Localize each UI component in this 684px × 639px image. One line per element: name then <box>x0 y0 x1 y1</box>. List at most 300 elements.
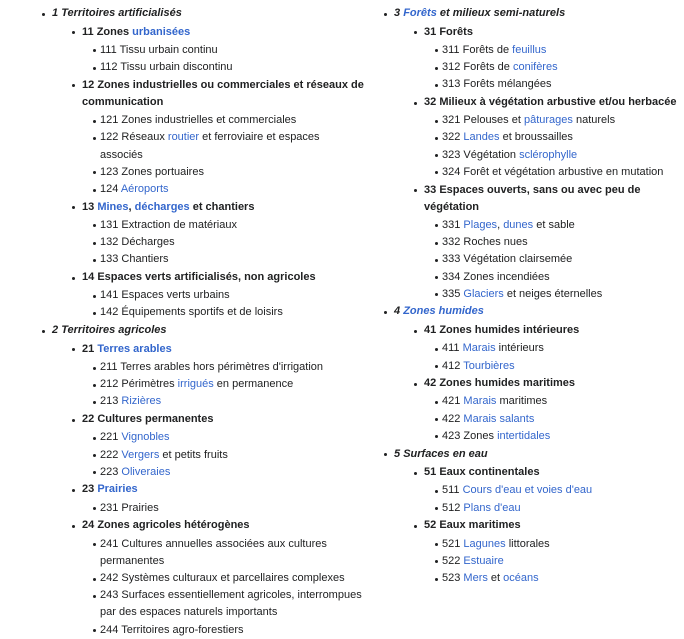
category-code: 223 <box>100 465 119 478</box>
category-level2-51 <box>410 464 682 517</box>
category-code: 3 <box>394 7 401 19</box>
level3-label <box>100 219 237 231</box>
label-text: et milieux semi-naturels <box>436 7 566 19</box>
level3-label <box>100 44 218 56</box>
label-text: maritimes <box>496 395 548 408</box>
wiki-link[interactable]: Mers <box>463 572 488 584</box>
category-level3-112 <box>94 59 365 76</box>
category-level2-11 <box>68 24 365 77</box>
wiki-link[interactable]: Forêts <box>403 7 437 19</box>
level2-list <box>52 24 365 322</box>
level3-label <box>442 61 558 73</box>
category-code: 423 <box>442 429 461 442</box>
wiki-link[interactable]: Tourbières <box>463 359 515 372</box>
category-level3-133 <box>94 251 365 268</box>
level3-label <box>442 413 534 425</box>
level3-label <box>100 306 283 318</box>
category-code: 422 <box>442 412 461 425</box>
wiki-link[interactable]: conifères <box>512 61 558 74</box>
category-level2-42 <box>410 375 682 445</box>
label-text: Terres arables hors périmètres d'irrigation <box>120 361 324 374</box>
category-code: 421 <box>442 395 461 408</box>
wiki-link[interactable]: Glaciers <box>463 287 504 300</box>
wiki-link[interactable]: sclérophylle <box>519 148 578 161</box>
wiki-link[interactable]: décharges <box>134 200 190 213</box>
level2-label <box>424 184 640 213</box>
category-code: 523 <box>442 572 461 584</box>
category-code: 41 <box>424 324 437 337</box>
label-text: Espaces verts artificialisés, non agricoles <box>97 271 316 284</box>
wiki-link[interactable]: intertidales <box>497 429 551 442</box>
category-level3-322 <box>436 129 682 146</box>
label-text: Tissu urbain continu <box>119 43 218 56</box>
level3-label <box>442 78 551 90</box>
category-level3-223 <box>94 464 365 481</box>
level3-list <box>424 482 682 516</box>
label-text: Surfaces essentiellement agricoles, interrompues par des espaces naturels importants <box>100 589 362 619</box>
label-text: et chantiers <box>189 200 255 213</box>
wiki-link[interactable]: Plans d'eau <box>463 501 521 514</box>
category-code: 141 <box>100 289 119 302</box>
wiki-link[interactable]: océans <box>503 572 539 584</box>
level1-list <box>382 5 682 587</box>
category-level3-212 <box>94 376 365 393</box>
level3-list <box>424 112 682 181</box>
label-text: Zones incendiées <box>463 270 550 283</box>
category-level3-311 <box>436 42 682 59</box>
category-code: 33 <box>424 183 437 196</box>
label-text: Zones agricoles hétérogènes <box>97 519 250 532</box>
level3-list <box>424 340 682 374</box>
category-level3-221 <box>94 429 365 446</box>
level3-list <box>424 536 682 588</box>
category-code: 2 <box>52 324 59 337</box>
category-level3-334 <box>436 269 682 286</box>
level2-list <box>394 24 682 303</box>
wiki-link[interactable]: dunes <box>503 218 534 231</box>
level3-label <box>442 395 547 407</box>
level3-label <box>442 360 515 372</box>
category-code: 243 <box>100 589 119 602</box>
level3-label <box>442 342 544 354</box>
level3-label <box>100 378 293 390</box>
category-level3-122 <box>94 129 365 163</box>
label-text: Forêts <box>439 25 473 38</box>
level3-label <box>100 236 175 248</box>
category-code: 22 <box>82 413 95 426</box>
level3-label <box>442 288 602 300</box>
category-level3-313 <box>436 76 682 93</box>
category-code: 335 <box>442 287 461 300</box>
level3-list <box>82 359 365 411</box>
wiki-link[interactable]: routier <box>167 131 200 144</box>
level3-list <box>82 112 365 198</box>
category-level3-141 <box>94 287 365 304</box>
category-code: 24 <box>82 519 95 532</box>
category-level3-244 <box>94 622 365 639</box>
category-code: 23 <box>82 483 95 496</box>
label-text: Pelouses et <box>463 114 524 127</box>
category-level2-41 <box>410 322 682 375</box>
level3-list <box>82 217 365 269</box>
category-code: 121 <box>100 114 119 127</box>
label-text: , <box>128 200 135 213</box>
level3-label <box>442 131 573 143</box>
category-level2-13 <box>68 199 365 269</box>
label-text: Surfaces en eau <box>403 447 488 460</box>
wiki-link[interactable]: Terres arables <box>97 342 172 355</box>
label-text: et sable <box>533 218 575 231</box>
level3-label <box>100 538 327 567</box>
wiki-link[interactable]: pâturages <box>523 114 573 127</box>
label-text: littorales <box>505 537 550 550</box>
label-text: Végétation clairsemée <box>463 253 573 266</box>
category-level2-32 <box>410 94 682 181</box>
level3-label <box>100 114 296 126</box>
level2-label <box>424 377 575 389</box>
level1-label <box>394 305 484 317</box>
category-code: 213 <box>100 395 119 408</box>
category-code: 42 <box>424 377 437 390</box>
label-text: Zones industrielles et commerciales <box>121 114 297 127</box>
level2-label <box>424 466 540 478</box>
level3-label <box>442 502 521 514</box>
label-text: Végétation <box>463 148 520 161</box>
category-code: 111 <box>100 43 117 56</box>
category-code: 412 <box>442 359 461 372</box>
level3-label <box>442 271 550 283</box>
category-level1-2 <box>40 322 365 639</box>
category-level3-331 <box>436 217 682 234</box>
level2-list <box>52 341 365 639</box>
wiki-link[interactable]: Aéroports <box>120 183 169 196</box>
label-text: Réseaux <box>121 131 168 144</box>
category-code: 11 <box>82 25 94 38</box>
category-level2-52 <box>410 517 682 587</box>
category-code: 244 <box>100 623 119 636</box>
level2-label <box>82 413 213 425</box>
left-column <box>40 5 365 639</box>
wiki-link[interactable]: feuillus <box>512 43 547 56</box>
category-level2-21 <box>68 341 365 411</box>
category-code: 521 <box>442 537 461 550</box>
label-text: intérieurs <box>495 342 544 355</box>
category-level1-1 <box>40 5 365 322</box>
category-level3-321 <box>436 112 682 129</box>
level1-list <box>40 5 365 639</box>
category-code: 324 <box>442 165 461 178</box>
level3-label <box>100 431 170 443</box>
wiki-link[interactable]: Estuaire <box>463 554 504 567</box>
level2-label <box>82 343 172 355</box>
level3-label <box>442 44 546 56</box>
label-text: Cultures annuelles associées aux cultures permanentes <box>100 537 327 567</box>
wiki-link[interactable]: Marais salants <box>463 412 535 425</box>
label-text: Milieux à végétation arbustive et/ou herbacée <box>439 96 677 109</box>
level3-label <box>100 253 169 265</box>
category-level3-123 <box>94 164 365 181</box>
level2-label <box>424 96 677 108</box>
label-text: Territoires agricoles <box>61 324 167 337</box>
level3-label <box>442 538 550 550</box>
category-level3-243 <box>94 587 365 621</box>
category-level3-231 <box>94 500 365 517</box>
category-code: 241 <box>100 537 119 550</box>
category-level3-521 <box>436 536 682 553</box>
wiki-link[interactable]: Rizières <box>121 395 162 408</box>
category-code: 1 <box>52 7 59 19</box>
level3-list <box>424 393 682 445</box>
label-text: Territoires agro-forestiers <box>121 623 244 636</box>
level3-list <box>424 42 682 94</box>
level3-list <box>82 429 365 481</box>
level3-label <box>442 572 539 584</box>
category-code: 221 <box>100 431 119 444</box>
category-code: 14 <box>82 271 95 284</box>
category-code: 322 <box>442 131 461 144</box>
level3-label <box>100 183 169 195</box>
wiki-link[interactable]: Vergers <box>121 448 160 461</box>
label-text: et petits fruits <box>159 448 228 461</box>
category-level2-14 <box>68 269 365 322</box>
wiki-link[interactable]: Prairies <box>97 483 138 496</box>
level2-label <box>424 519 521 531</box>
label-text: et <box>487 572 504 584</box>
category-code: 51 <box>424 466 437 479</box>
wiki-link[interactable]: Mines <box>97 200 129 213</box>
category-level2-12 <box>68 77 365 198</box>
category-code: 5 <box>394 447 401 460</box>
category-code: 222 <box>100 448 119 461</box>
level1-label <box>52 324 167 336</box>
label-text: Eaux continentales <box>439 466 540 479</box>
category-level3-511 <box>436 482 682 499</box>
level3-list <box>82 536 365 639</box>
label-text: Décharges <box>121 236 175 249</box>
level2-list <box>394 464 682 587</box>
category-level3-142 <box>94 304 365 321</box>
category-level2-31 <box>410 24 682 94</box>
level1-label <box>394 7 565 19</box>
label-text: Zones humides intérieures <box>439 324 580 337</box>
level3-label <box>442 114 615 126</box>
label-text: Systèmes culturaux et parcellaires complexes <box>121 572 345 584</box>
category-level2-33 <box>410 182 682 303</box>
level3-list <box>82 287 365 321</box>
category-code: 211 <box>100 361 118 374</box>
category-code: 231 <box>100 501 119 514</box>
category-code: 131 <box>100 218 119 231</box>
category-level3-131 <box>94 217 365 234</box>
category-level3-423 <box>436 428 682 445</box>
category-level2-23 <box>68 481 365 516</box>
category-code: 4 <box>394 305 401 318</box>
category-code: 31 <box>424 25 437 38</box>
wiki-link[interactable]: Lagunes <box>463 537 506 550</box>
category-level3-332 <box>436 234 682 251</box>
label-text: Équipements sportifs et de loisirs <box>121 306 283 319</box>
wiki-link[interactable]: Marais <box>462 342 496 355</box>
category-level3-132 <box>94 234 365 251</box>
label-text: Périmètres <box>121 378 178 391</box>
category-level1-4 <box>382 303 682 445</box>
label-text: Prairies <box>121 501 159 514</box>
label-text: Tissu urbain discontinu <box>120 61 233 74</box>
category-code: 411 <box>442 342 460 355</box>
label-text: Chantiers <box>121 253 169 266</box>
category-level3-323 <box>436 147 682 164</box>
label-text: Forêt et végétation arbustive en mutation <box>463 165 664 178</box>
category-code: 311 <box>442 43 460 56</box>
level3-label <box>442 149 577 161</box>
category-level3-211 <box>94 359 365 376</box>
label-text: Territoires artificialisés <box>61 7 182 19</box>
label-text: , <box>497 218 504 231</box>
category-code: 242 <box>100 572 119 584</box>
level1-label <box>394 448 488 460</box>
category-code: 323 <box>442 148 461 161</box>
category-level1-5 <box>382 446 682 588</box>
level2-label <box>82 483 138 495</box>
level3-list <box>82 500 365 517</box>
level3-label <box>100 361 323 373</box>
level2-list <box>394 322 682 445</box>
category-level3-522 <box>436 553 682 570</box>
category-level2-22 <box>68 411 365 481</box>
level3-label <box>442 166 663 178</box>
category-level3-222 <box>94 447 365 464</box>
category-level3-421 <box>436 393 682 410</box>
level3-label <box>100 166 204 178</box>
category-code: 212 <box>100 378 119 391</box>
category-code: 52 <box>424 519 437 532</box>
label-text: Zones portuaires <box>121 165 204 178</box>
label-text: Roches nues <box>463 236 528 249</box>
label-text: et ferroviaire et espaces associés <box>100 131 320 161</box>
level2-label <box>82 79 364 108</box>
category-level3-512 <box>436 500 682 517</box>
label-text: Extraction de matériaux <box>121 218 237 231</box>
label-text: Espaces ouverts, sans ou avec peu de végétation <box>424 183 641 213</box>
level3-label <box>100 589 362 618</box>
category-code: 511 <box>442 484 460 497</box>
level3-label <box>100 449 228 461</box>
category-code: 321 <box>442 114 461 127</box>
wiki-link[interactable]: urbanisées <box>132 25 191 38</box>
category-code: 13 <box>82 200 95 213</box>
category-level3-111 <box>94 42 365 59</box>
level3-label <box>442 484 592 496</box>
level3-label <box>442 555 504 567</box>
category-code: 512 <box>442 501 461 514</box>
category-level3-121 <box>94 112 365 129</box>
level3-label <box>442 253 572 265</box>
category-level3-213 <box>94 393 365 410</box>
category-level3-241 <box>94 536 365 570</box>
level2-label <box>82 519 250 531</box>
label-text: Zones humides maritimes <box>439 377 576 390</box>
wiki-link[interactable]: Cours d'eau et voies d'eau <box>462 484 593 497</box>
wiki-link[interactable]: Landes <box>463 131 500 144</box>
label-text: Zones industrielles ou commerciales et réseaux de communication <box>82 78 364 109</box>
label-text: en permanence <box>213 378 294 391</box>
label-text: Espaces verts urbains <box>121 289 230 302</box>
level2-label <box>424 324 579 336</box>
category-level3-412 <box>436 358 682 375</box>
category-code: 333 <box>442 253 461 266</box>
category-code: 522 <box>442 554 461 567</box>
category-code: 142 <box>100 306 119 319</box>
level3-label <box>100 131 320 160</box>
category-level3-422 <box>436 411 682 428</box>
category-level3-411 <box>436 340 682 357</box>
level3-label <box>100 572 345 584</box>
wiki-link[interactable]: Vignobles <box>121 431 170 444</box>
level3-list <box>424 217 682 303</box>
category-code: 32 <box>424 96 437 109</box>
category-level3-335 <box>436 286 682 303</box>
category-level1-3 <box>382 5 682 303</box>
level3-label <box>100 61 233 73</box>
wiki-link[interactable]: Zones humides <box>403 305 484 318</box>
label-text: Zones <box>96 25 133 38</box>
level3-label <box>442 219 575 231</box>
level3-label <box>100 466 170 478</box>
category-level3-523 <box>436 570 682 587</box>
category-code: 132 <box>100 236 119 249</box>
category-code: 12 <box>82 78 95 91</box>
category-level3-242 <box>94 570 365 587</box>
category-code: 313 <box>442 78 461 91</box>
level3-label <box>442 430 550 442</box>
label-text: Zones <box>463 429 498 442</box>
category-code: 123 <box>100 165 119 178</box>
level3-list <box>82 42 365 76</box>
label-text: Forêts de <box>462 43 513 56</box>
label-text: Forêts mélangées <box>463 78 552 91</box>
category-code: 21 <box>82 342 95 355</box>
category-code: 332 <box>442 236 461 249</box>
level1-label <box>52 7 182 19</box>
level2-label <box>82 271 316 283</box>
level3-label <box>442 236 528 248</box>
wiki-link[interactable]: irrigués <box>177 378 214 391</box>
label-text: Eaux maritimes <box>439 519 521 532</box>
level3-label <box>100 289 230 301</box>
right-column <box>382 5 682 588</box>
category-code: 331 <box>442 218 461 231</box>
level3-label <box>100 502 159 514</box>
wiki-link[interactable]: Plages <box>463 218 498 231</box>
category-code: 112 <box>100 61 118 74</box>
category-level3-333 <box>436 251 682 268</box>
category-level2-24 <box>68 517 365 638</box>
level2-label <box>82 26 190 38</box>
category-code: 124 <box>100 183 119 196</box>
category-level3-124 <box>94 181 365 198</box>
category-code: 122 <box>100 131 119 144</box>
category-code: 334 <box>442 270 461 283</box>
category-level3-312 <box>436 59 682 76</box>
category-code: 133 <box>100 253 119 266</box>
level3-label <box>100 624 243 636</box>
label-text: et broussailles <box>499 131 573 144</box>
wiki-link[interactable]: Marais <box>463 395 497 408</box>
level2-label <box>424 26 473 38</box>
category-level3-324 <box>436 164 682 181</box>
label-text: Cultures permanentes <box>97 413 214 426</box>
wiki-link[interactable]: Oliveraies <box>121 465 171 478</box>
